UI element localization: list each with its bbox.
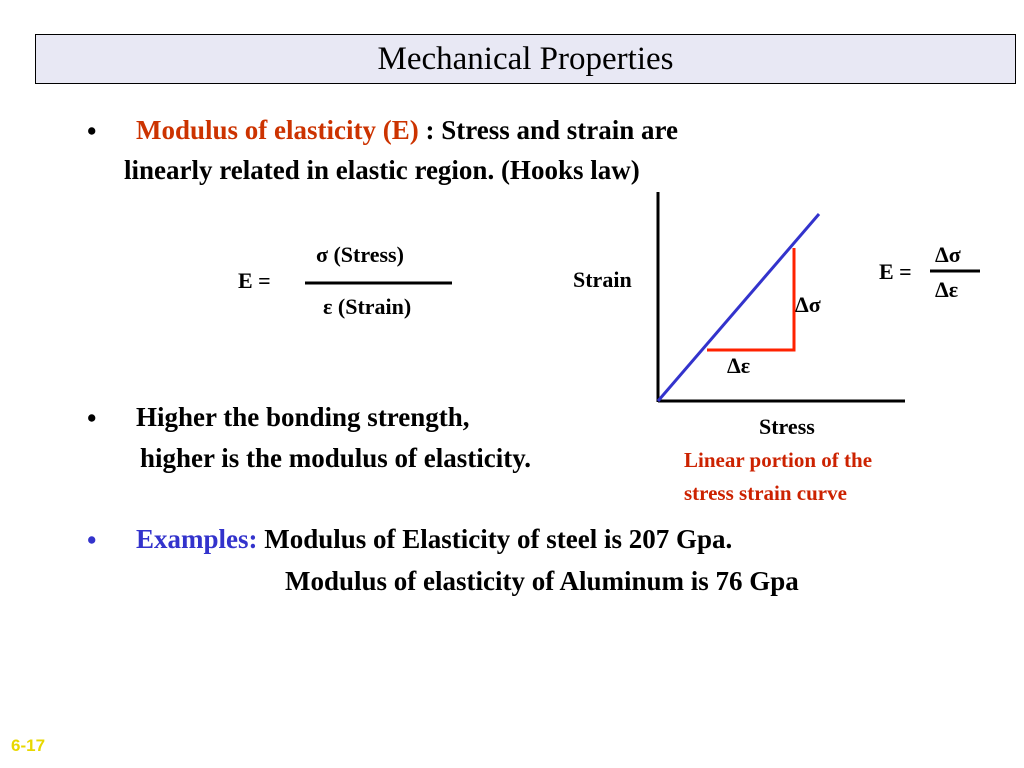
bullet-marker-3: • — [87, 525, 97, 555]
bullet-3-line-2: Modulus of elasticity of Aluminum is 76 Gpa — [285, 566, 799, 596]
bullet-3-steel: Modulus of Elasticity of steel is 207 Gpa. — [257, 524, 733, 554]
bullet-2-line-1: Higher the bonding strength, — [136, 402, 470, 432]
graph-delta-epsilon: Δε — [727, 353, 751, 378]
bullet-1-line-2: linearly related in elastic region. (Hooks law) — [124, 155, 640, 185]
graph-delta-sigma: Δσ — [795, 292, 821, 317]
formula-right-numerator: Δσ — [935, 242, 961, 267]
graph-y-label: Strain — [573, 267, 632, 292]
graph-caption-line-2: stress strain curve — [684, 481, 847, 505]
slope-triangle — [707, 248, 794, 350]
bullet-1-highlight: Modulus of elasticity (E) — [136, 115, 419, 145]
formula-right-denominator: Δε — [935, 277, 959, 302]
graph-caption-line-1: Linear portion of the — [684, 448, 873, 472]
bullet-1-rest: : Stress and strain are — [418, 115, 679, 145]
bullet-3-line-1 — [136, 524, 732, 555]
slide-number: 6-17 — [11, 736, 46, 755]
formula-left-lhs: E = — [238, 268, 271, 293]
bullet-marker-1: • — [87, 116, 97, 146]
bullet-marker-2: • — [87, 403, 97, 433]
graph-x-label: Stress — [759, 414, 815, 439]
formula-left-denominator: ε (Strain) — [323, 294, 412, 319]
formula-left-numerator: σ (Stress) — [316, 242, 404, 267]
formula-right-lhs: E = — [879, 259, 912, 284]
bullet-2-line-2: higher is the modulus of elasticity. — [140, 443, 532, 473]
slide-title: Mechanical Properties — [377, 40, 674, 77]
examples-label: Examples: — [136, 524, 258, 554]
